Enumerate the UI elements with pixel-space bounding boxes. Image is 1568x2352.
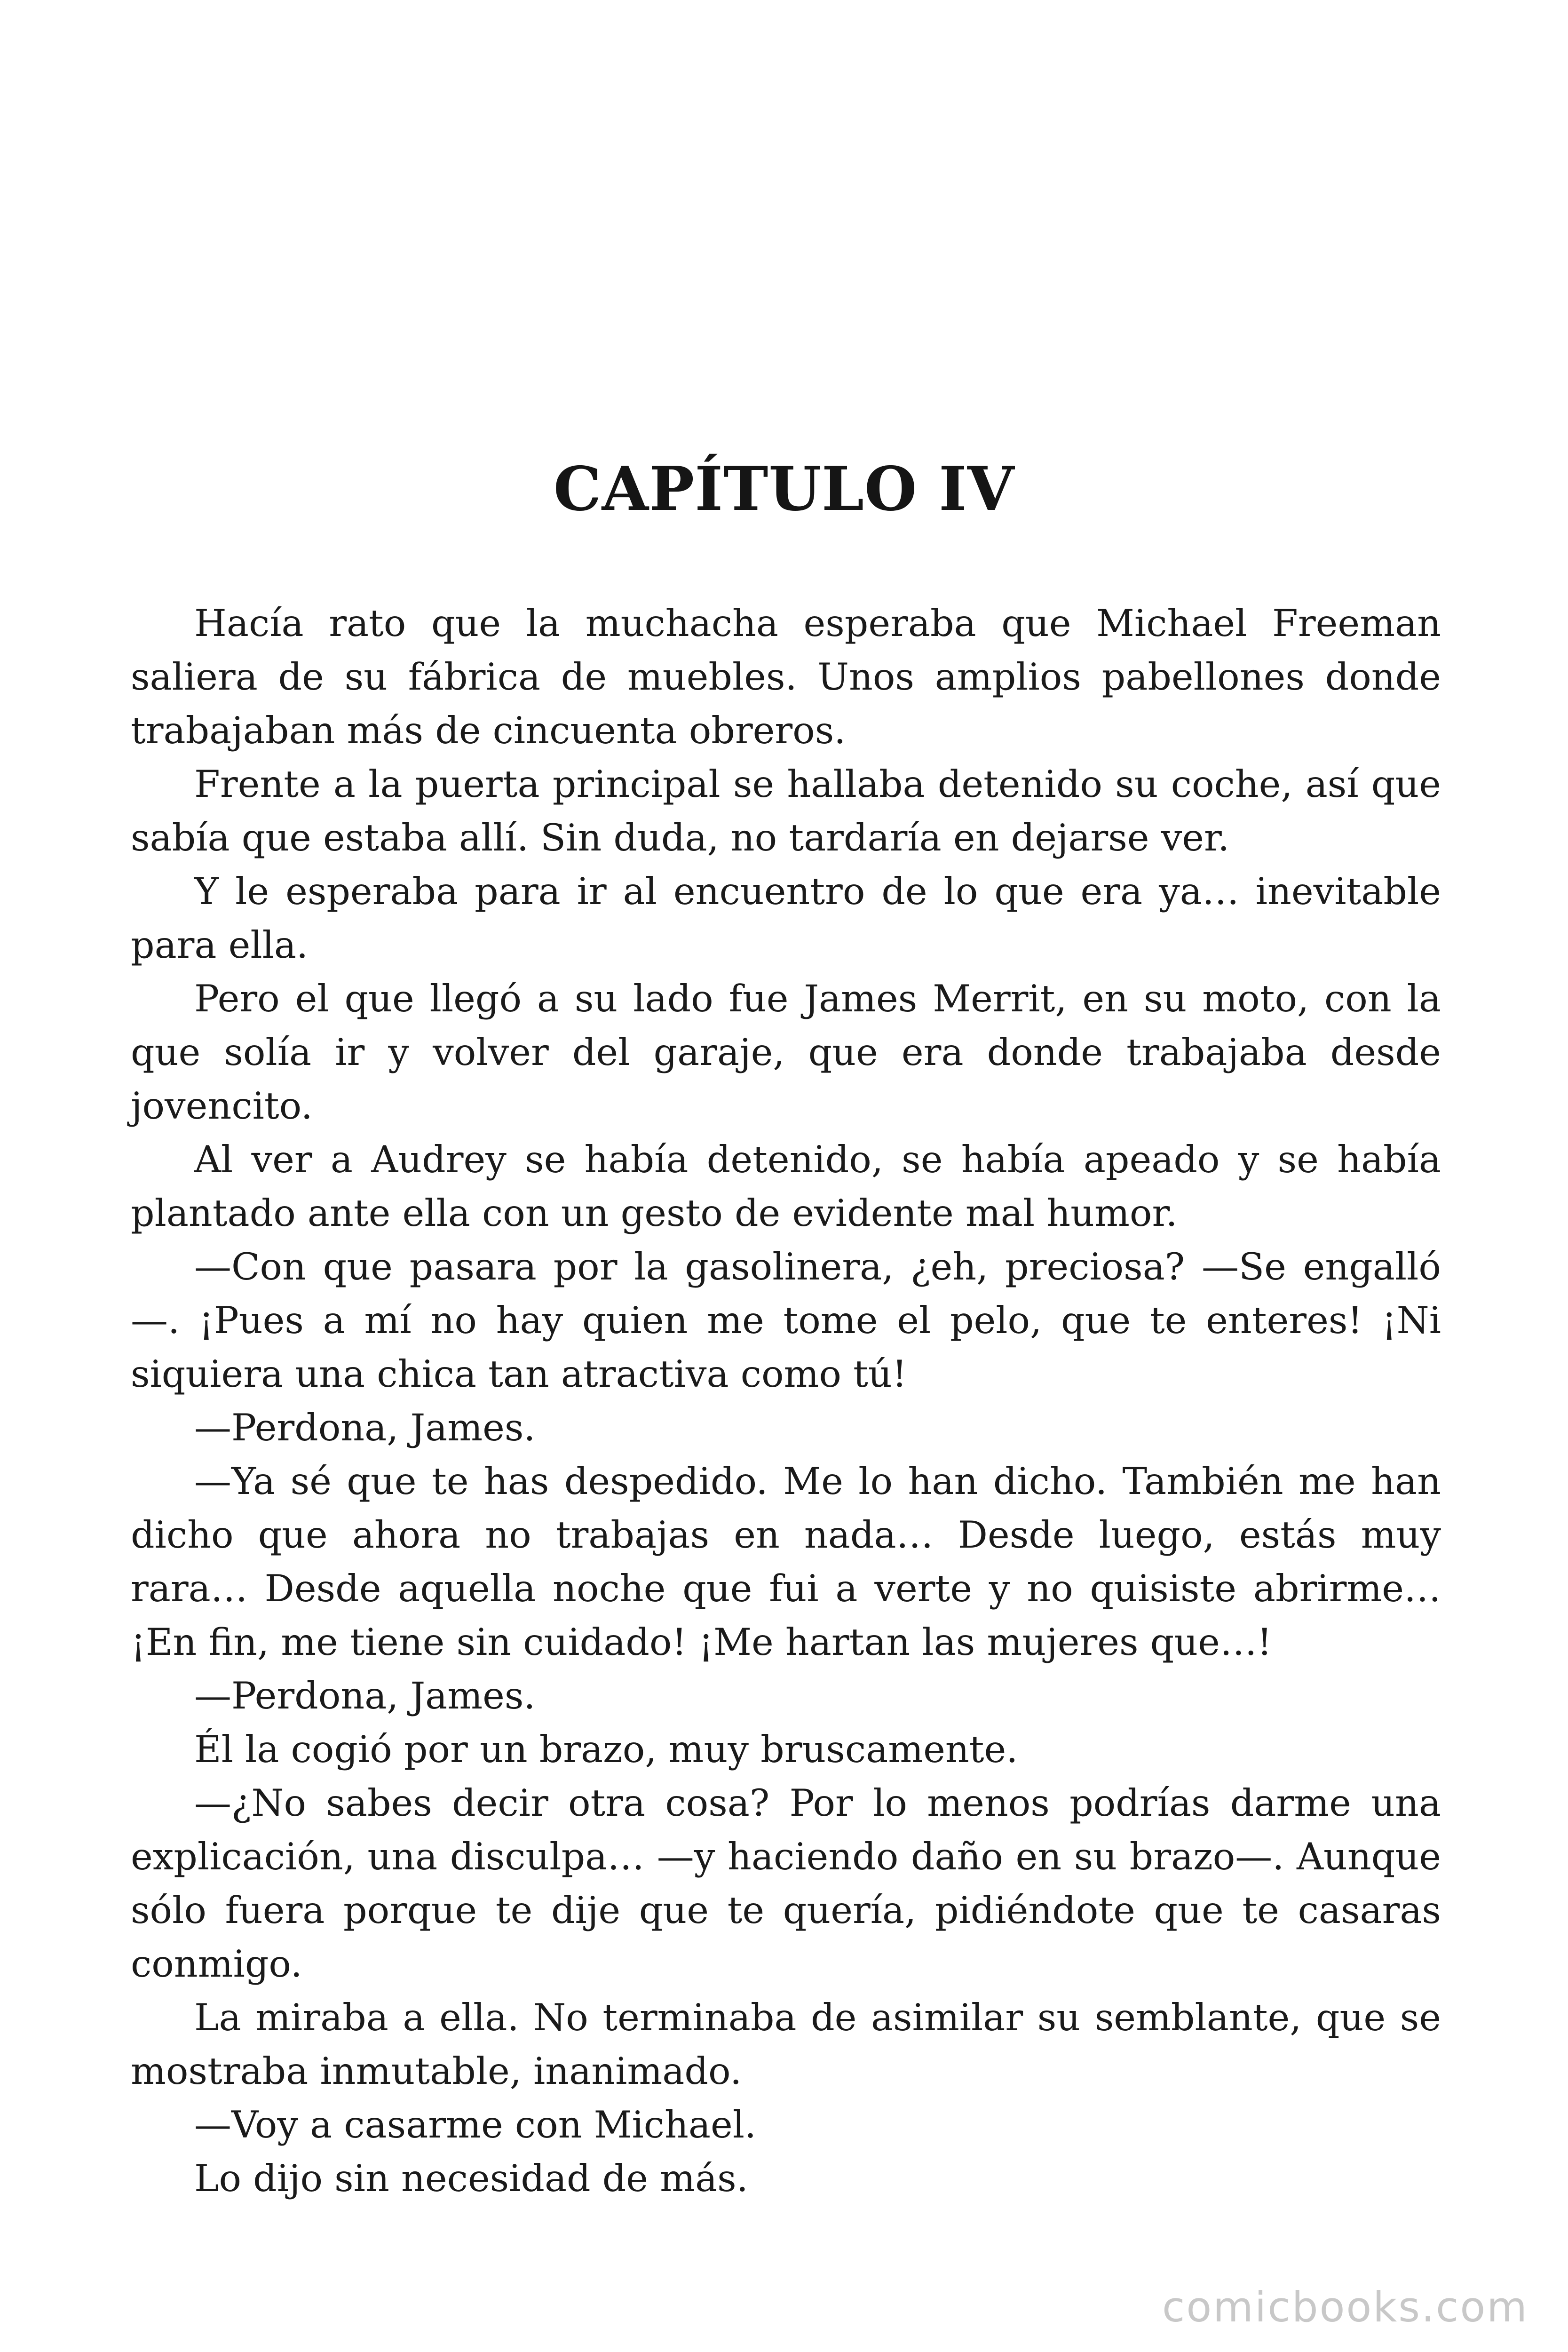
paragraph: Al ver a Audrey se había detenido, se había apeado y se había plantado ante ella con un gesto de evidente mal humor.: [131, 1138, 1441, 1235]
paragraph: —¿No sabes decir otra cosa? Por lo menos podrías darme una explicación, una disculpa… —y haciendo daño en su brazo—. Aunque sólo fuera porque te dije que te quería, pidiéndote que te casaras conmigo.: [131, 1781, 1441, 1986]
paragraph: —Perdona, James.: [194, 1674, 536, 1717]
chapter-body: [131, 596, 1441, 2205]
paragraph: Hacía rato que la muchacha esperaba que Michael Freeman saliera de su fábrica de muebles. Unos amplios pabellones donde trabajaban más de cincuenta obreros.: [131, 602, 1441, 752]
paragraph: —Perdona, James.: [194, 1406, 536, 1449]
paragraph: Él la cogió por un brazo, muy bruscamente.: [194, 1728, 1018, 1771]
chapter-title: CAPÍTULO IV: [553, 454, 1015, 524]
paragraph: La miraba a ella. No terminaba de asimilar su semblante, que se mostraba inmutable, inanimado.: [131, 1996, 1441, 2093]
paragraph: —Voy a casarme con Michael.: [194, 2103, 757, 2146]
paragraph: Lo dijo sin necesidad de más.: [194, 2157, 748, 2200]
paragraph: —Ya sé que te has despedido. Me lo han dicho. También me han dicho que ahora no trabajas en nada… Desde luego, estás muy rara… Desde aquella noche que fui a verte y no quisiste abrirme… ¡En fin, me tiene sin cuidado! ¡Me hartan las mujeres que…!: [131, 1460, 1441, 1664]
paragraph: —Con que pasara por la gasolinera, ¿eh, preciosa? —Se engalló —. ¡Pues a mí no hay quien me tome el pelo, que te enteres! ¡Ni siquiera una chica tan atractiva como tú!: [131, 1245, 1441, 1396]
paragraph: Pero el que llegó a su lado fue James Merrit, en su moto, con la que solía ir y volver del garaje, que era donde trabajaba desde jovencito.: [131, 977, 1441, 1128]
paragraph: Frente a la puerta principal se hallaba detenido su coche, así que sabía que estaba allí. Sin duda, no tardaría en dejarse ver.: [131, 763, 1441, 859]
watermark: comicbooks.com: [1162, 2283, 1528, 2331]
paragraph: Y le esperaba para ir al encuentro de lo que era ya… inevitable para ella.: [131, 870, 1441, 967]
